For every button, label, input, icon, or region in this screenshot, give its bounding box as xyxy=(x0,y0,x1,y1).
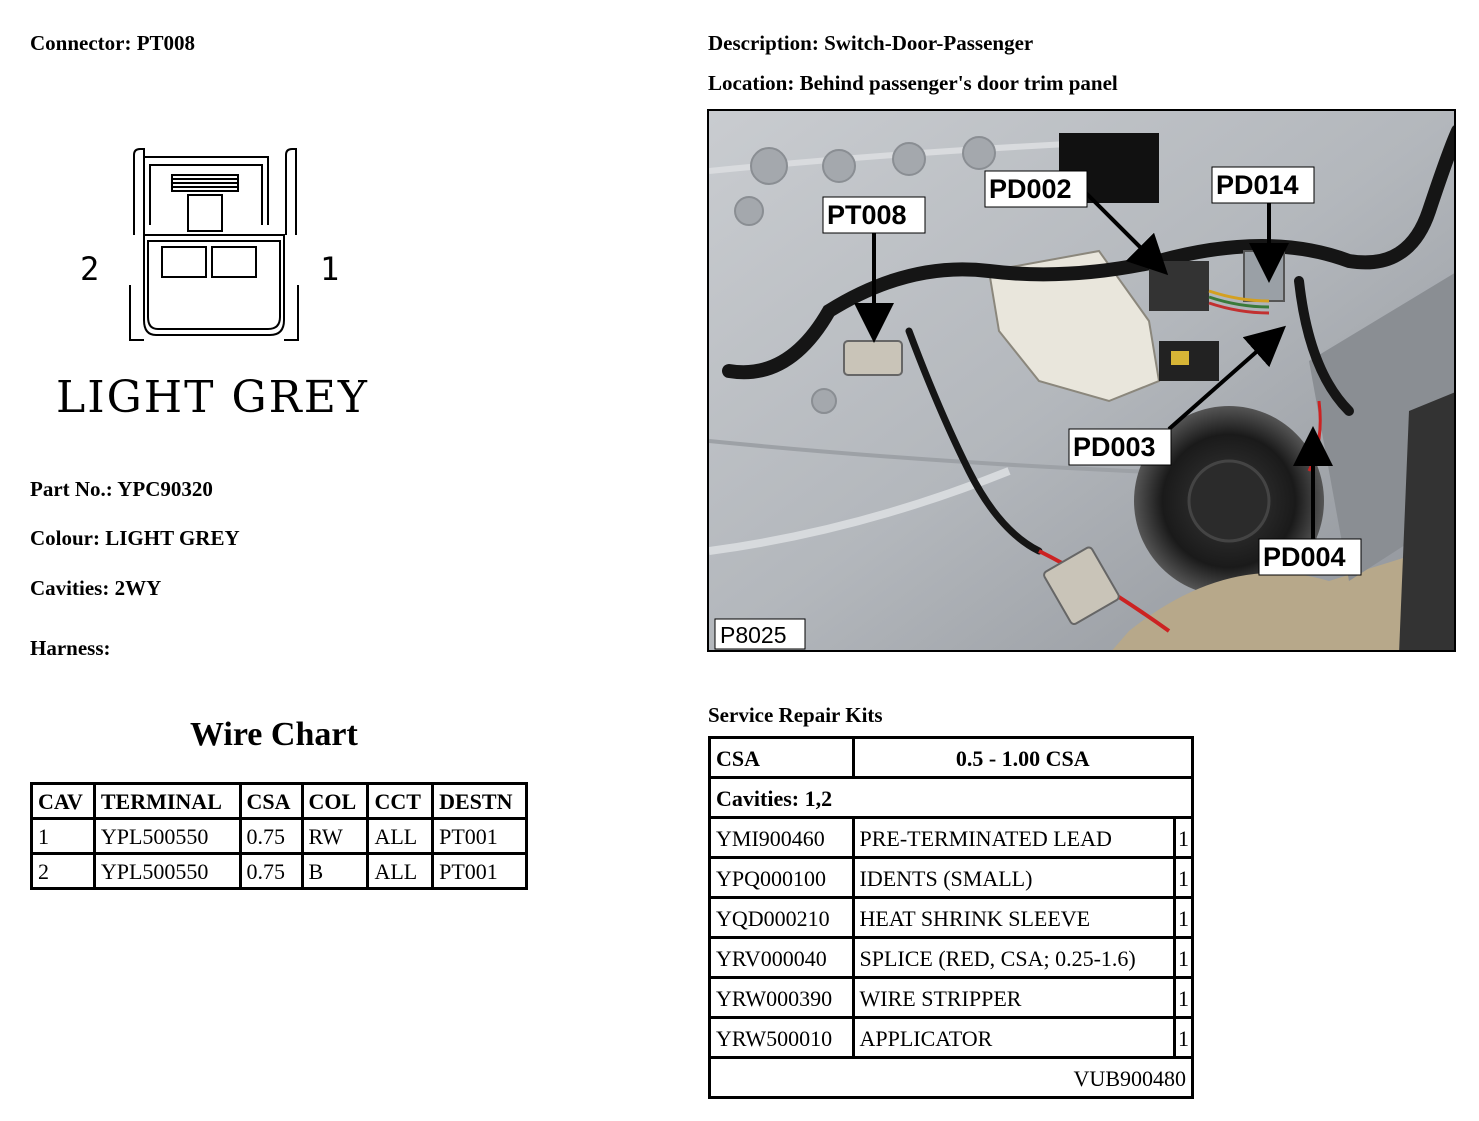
figure-id: P8025 xyxy=(720,622,787,648)
service-repair-kits-table xyxy=(708,736,1194,1099)
pin-1-label: 1 xyxy=(320,250,340,288)
kit-part-number: YRW000390 xyxy=(710,978,854,1018)
kit-number: VUB900480 xyxy=(710,1058,1193,1098)
kit-part-number: YRV000040 xyxy=(710,938,854,978)
callout-pt008: PT008 xyxy=(827,200,907,230)
kit-description: WIRE STRIPPER xyxy=(853,978,1175,1018)
table-header-row xyxy=(32,784,527,819)
kit-quantity: 1 xyxy=(1175,1018,1193,1058)
kit-description: APPLICATOR xyxy=(853,1018,1175,1058)
pin-2-label: 2 xyxy=(80,250,100,288)
connector-heading: Connector: PT008 xyxy=(30,31,196,55)
csa-value: 0.5 - 1.00 CSA xyxy=(853,738,1193,778)
connector-colour-label: LIGHT GREY xyxy=(56,372,369,423)
table-row xyxy=(710,938,1193,978)
colour-detail: Colour: LIGHT GREY xyxy=(30,526,240,550)
kit-cavities: Cavities: 1,2 xyxy=(710,778,1193,818)
wire-chart-title: Wire Chart xyxy=(190,716,358,753)
table-cell: 2 xyxy=(32,854,95,889)
kit-quantity: 1 xyxy=(1175,818,1193,858)
table-cell: YPL500550 xyxy=(94,854,240,889)
cavities-detail: Cavities: 2WY xyxy=(30,576,162,600)
kit-quantity: 1 xyxy=(1175,858,1193,898)
callout-pd004: PD004 xyxy=(1263,542,1346,572)
kit-description: IDENTS (SMALL) xyxy=(853,858,1175,898)
column-header: COL xyxy=(302,784,368,819)
table-row xyxy=(32,854,527,889)
table-row xyxy=(710,1018,1193,1058)
kit-description: SPLICE (RED, CSA; 0.25-1.6) xyxy=(853,938,1175,978)
kit-quantity: 1 xyxy=(1175,898,1193,938)
table-cell: B xyxy=(302,854,368,889)
table-row xyxy=(710,858,1193,898)
table-row xyxy=(710,898,1193,938)
kit-description: PRE-TERMINATED LEAD xyxy=(853,818,1175,858)
column-header: CCT xyxy=(368,784,433,819)
kit-part-number: YRW500010 xyxy=(710,1018,854,1058)
table-cell: YPL500550 xyxy=(94,819,240,854)
callout-pd002: PD002 xyxy=(989,174,1072,204)
kit-part-number: YPQ000100 xyxy=(710,858,854,898)
location-heading: Location: Behind passenger's door trim panel xyxy=(708,71,1118,95)
callout-pd003: PD003 xyxy=(1073,432,1156,462)
callout-pd014: PD014 xyxy=(1216,170,1299,200)
harness-detail: Harness: xyxy=(30,636,111,660)
table-cell: ALL xyxy=(368,819,433,854)
table-row xyxy=(710,738,1193,778)
table-cell: RW xyxy=(302,819,368,854)
table-cell: PT001 xyxy=(433,854,527,889)
table-row xyxy=(32,819,527,854)
table-row xyxy=(710,778,1193,818)
column-header: TERMINAL xyxy=(94,784,240,819)
location-photo xyxy=(707,109,1456,652)
kit-description: HEAT SHRINK SLEEVE xyxy=(853,898,1175,938)
kit-part-number: YMI900460 xyxy=(710,818,854,858)
service-repair-kits-title: Service Repair Kits xyxy=(708,703,883,727)
column-header: DESTN xyxy=(433,784,527,819)
kit-quantity: 1 xyxy=(1175,978,1193,1018)
table-cell: ALL xyxy=(368,854,433,889)
column-header: CSA xyxy=(240,784,302,819)
part-number: Part No.: YPC90320 xyxy=(30,477,213,501)
description-heading: Description: Switch-Door-Passenger xyxy=(708,31,1034,55)
table-row xyxy=(710,1058,1193,1098)
table-cell: PT001 xyxy=(433,819,527,854)
table-cell: 1 xyxy=(32,819,95,854)
table-row xyxy=(710,978,1193,1018)
kit-quantity: 1 xyxy=(1175,938,1193,978)
door-interior-illustration xyxy=(709,111,1456,652)
column-header: CAV xyxy=(32,784,95,819)
kit-part-number: YQD000210 xyxy=(710,898,854,938)
wire-chart-table xyxy=(30,782,528,890)
table-cell: 0.75 xyxy=(240,819,302,854)
table-row xyxy=(710,818,1193,858)
table-cell: 0.75 xyxy=(240,854,302,889)
csa-label: CSA xyxy=(710,738,854,778)
